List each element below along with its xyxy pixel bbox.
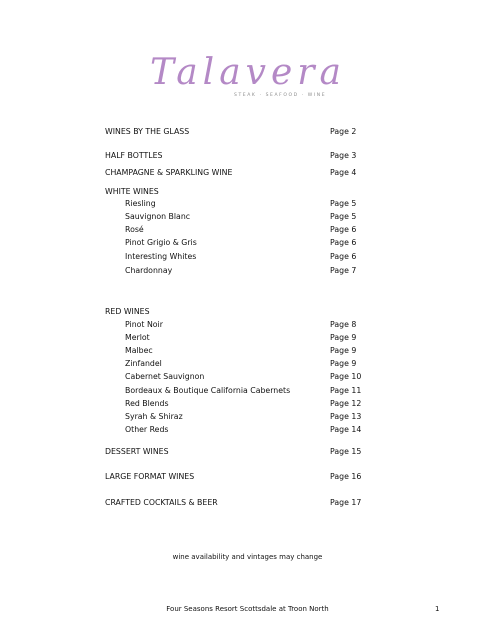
- toc-label: HALF BOTTLES: [105, 151, 163, 160]
- toc-page-ref: Page 9: [330, 359, 357, 368]
- toc-label: Merlot: [125, 333, 150, 342]
- toc-page-ref: Page 15: [330, 447, 362, 456]
- availability-note: wine availability and vintages may change: [172, 553, 323, 561]
- toc-page-ref: Page 7: [330, 266, 357, 275]
- toc-page-ref: Page 5: [330, 199, 357, 208]
- toc-label: Chardonnay: [125, 266, 173, 275]
- toc-page-ref: Page 12: [330, 399, 362, 408]
- footer-text: Four Seasons Resort Scottsdale at Troon North: [166, 605, 329, 613]
- toc-label: RED WINES: [105, 307, 150, 316]
- toc-page-ref: Page 6: [330, 238, 357, 247]
- toc-label: Red Blends: [125, 399, 169, 408]
- toc-label: Rosé: [125, 225, 144, 234]
- toc-label: Interesting Whites: [125, 252, 197, 261]
- toc-page-ref: Page 17: [330, 498, 362, 507]
- toc-page-ref: Page 14: [330, 425, 362, 434]
- toc-label: Bordeaux & Boutique California Cabernets: [125, 386, 291, 395]
- toc-label: Zinfandel: [125, 359, 162, 368]
- toc-page-ref: Page 13: [330, 412, 362, 421]
- toc-label: Other Reds: [125, 425, 169, 434]
- toc-label: WINES BY THE GLASS: [105, 127, 190, 136]
- toc-page-ref: Page 3: [330, 151, 357, 160]
- toc-page-ref: Page 11: [330, 386, 362, 395]
- toc-label: Malbec: [125, 346, 153, 355]
- toc-page-ref: Page 4: [330, 168, 357, 177]
- toc-label: CRAFTED COCKTAILS & BEER: [105, 498, 218, 507]
- toc-page-ref: Page 10: [330, 372, 362, 381]
- toc-label: CHAMPAGNE & SPARKLING WINE: [105, 168, 233, 177]
- toc-label: Pinot Noir: [125, 320, 163, 329]
- logo-wordmark: Talavera: [150, 52, 346, 93]
- toc-label: Syrah & Shiraz: [125, 412, 183, 421]
- logo-tagline: STEAK · SEAFOOD · WINE: [234, 93, 327, 98]
- toc-page-ref: Page 9: [330, 333, 357, 342]
- toc-label: Riesling: [125, 199, 156, 208]
- toc-page-ref: Page 5: [330, 212, 357, 221]
- page-number: 1: [435, 605, 440, 613]
- toc-label: Sauvignon Blanc: [125, 212, 191, 221]
- toc-label: Cabernet Sauvignon: [125, 372, 205, 381]
- toc-page-ref: Page 9: [330, 346, 357, 355]
- toc-label: Pinot Grigio & Gris: [125, 238, 197, 247]
- toc-label: DESSERT WINES: [105, 447, 169, 456]
- toc-label: WHITE WINES: [105, 187, 159, 196]
- toc-page-ref: Page 6: [330, 252, 357, 261]
- toc-page-ref: Page 16: [330, 472, 362, 481]
- toc-page-ref: Page 2: [330, 127, 357, 136]
- toc-page-ref: Page 8: [330, 320, 357, 329]
- toc-label: LARGE FORMAT WINES: [105, 472, 195, 481]
- toc-page-ref: Page 6: [330, 225, 357, 234]
